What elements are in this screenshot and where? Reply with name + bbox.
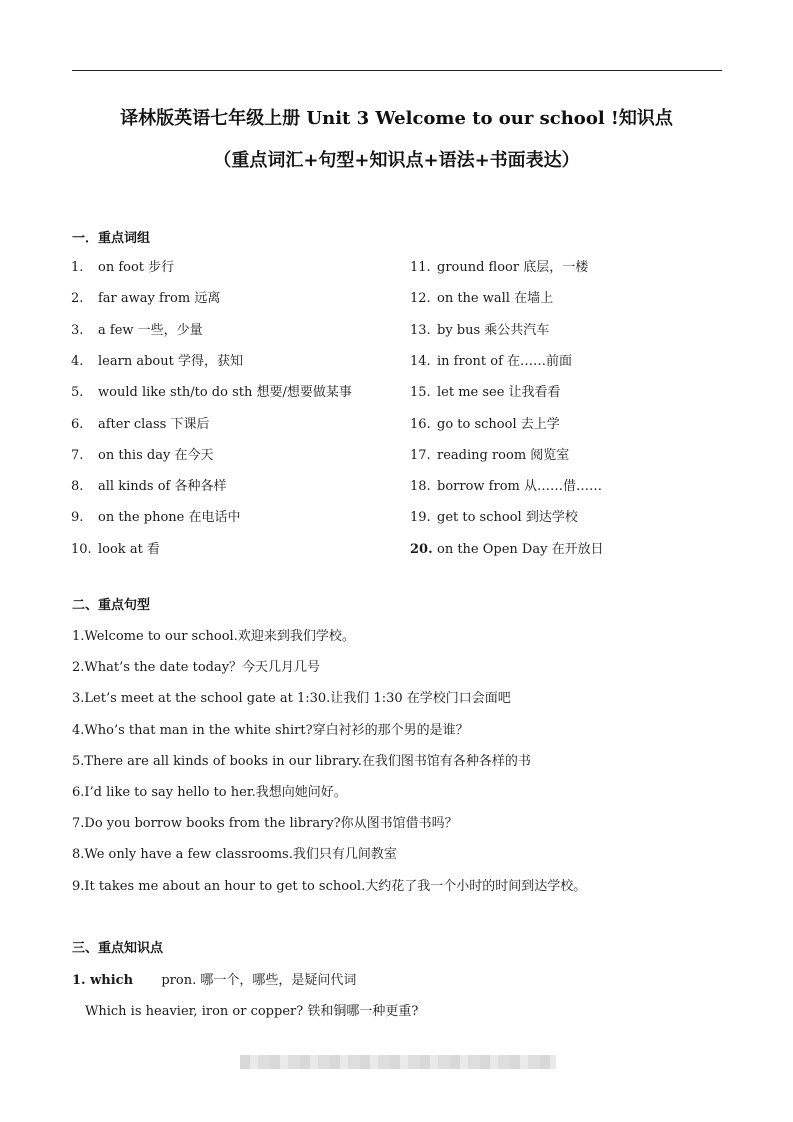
vocab-item: [410, 258, 740, 278]
vocab-number: 3.: [71, 323, 84, 338]
sentence-item: 4.Who’s that man in the white shirt?穿白衬衫的那个男的是谁？: [72, 723, 469, 738]
section3-heading: 三、重点知识点: [72, 941, 164, 956]
vocab-text: go to school 去上学: [437, 417, 560, 432]
sentence-item: 7.Do you borrow books from the library?你从图书馆借书吗？: [72, 816, 458, 831]
vocab-number: 14.: [410, 354, 431, 369]
section1-heading: 一．重点词组: [72, 231, 151, 246]
vocab-number: 5.: [71, 385, 84, 400]
vocab-item: [410, 321, 740, 341]
vocab-number: 2.: [71, 291, 84, 306]
sentence-item: 3.Let’s meet at the school gate at 1:30.让我们 1:30 在学校门口会面吧: [72, 691, 511, 706]
vocab-number: 11.: [410, 260, 431, 275]
vocab-text: on the phone 在电话中: [98, 510, 241, 525]
vocab-item: [410, 289, 740, 309]
vocab-number: 7.: [71, 448, 84, 463]
vocab-number: 20.: [410, 542, 433, 557]
vocab-text: reading room 阅览室: [437, 448, 570, 463]
vocab-number: 1.: [71, 260, 84, 275]
vocab-text: would like sth/to do sth 想要/想要做某事: [98, 385, 352, 400]
vocab-text: borrow from 从……借……: [437, 479, 602, 494]
page-subtitle: （重点词汇+句型+知识点+语法+书面表达）: [213, 150, 580, 171]
vocab-item: [71, 321, 401, 341]
sentence-item: 1.Welcome to our school.欢迎来到我们学校。: [72, 629, 355, 644]
vocab-text: after class 下课后: [98, 417, 210, 432]
top-rule: [72, 70, 722, 71]
vocab-number: 13.: [410, 323, 431, 338]
vocab-number: 8.: [71, 479, 84, 494]
vocab-text: by bus 乘公共汽车: [437, 323, 550, 338]
vocab-number: 9.: [71, 510, 84, 525]
vocab-number: 18.: [410, 479, 431, 494]
vocab-text: on foot 步行: [98, 260, 175, 275]
sentence-item: 2.What’s the date today？今天几月几号: [72, 660, 321, 675]
footer-watermark: [240, 1055, 556, 1069]
vocab-text: on the wall 在墙上: [437, 291, 554, 306]
vocab-number: 4.: [71, 354, 84, 369]
vocab-item: [71, 289, 401, 309]
vocab-item: [410, 446, 740, 466]
vocab-item: [71, 415, 401, 435]
vocab-item: [71, 540, 401, 560]
kp-word: 1. which: [72, 973, 134, 988]
vocab-text: let me see 让我看看: [437, 385, 561, 400]
knowledge-point-1: [72, 969, 356, 988]
sentence-item: 5.There are all kinds of books in our library.在我们图书馆有各种各样的书: [72, 754, 531, 769]
kp-definition: pron. 哪一个，哪些，是疑问代词: [161, 973, 357, 988]
vocab-item: [71, 508, 401, 528]
vocab-item: [71, 446, 401, 466]
vocab-number: 15.: [410, 385, 431, 400]
vocab-item: [71, 352, 401, 372]
vocab-number: 10.: [71, 542, 92, 557]
kp-example: Which is heavier, iron or copper? 铁和铜哪一种更重?: [85, 1004, 419, 1019]
vocab-text: a few 一些，少量: [98, 323, 203, 338]
vocab-text: look at 看: [98, 542, 160, 557]
page-title: 译林版英语七年级上册 Unit 3 Welcome to our school !知识点: [120, 108, 673, 129]
vocab-text: on this day 在今天: [98, 448, 214, 463]
vocab-text: far away from 远离: [98, 291, 221, 306]
vocab-text: get to school 到达学校: [437, 510, 578, 525]
vocab-item: [71, 477, 401, 497]
vocab-number: 12.: [410, 291, 431, 306]
vocab-number: 6.: [71, 417, 84, 432]
vocab-text: all kinds of 各种各样: [98, 479, 227, 494]
sentence-item: 9.It takes me about an hour to get to school.大约花了我一个小时的时间到达学校。: [72, 879, 587, 894]
vocab-item: [410, 383, 740, 403]
section2-heading: 二、重点句型: [72, 598, 151, 613]
vocab-text: on the Open Day 在开放日: [437, 542, 604, 557]
sentence-item: 6.I’d like to say hello to her.我想向她问好。: [72, 785, 347, 800]
vocab-number: 19.: [410, 510, 431, 525]
vocab-number: 17.: [410, 448, 431, 463]
vocab-text: in front of 在……前面: [437, 354, 573, 369]
vocab-item: [410, 508, 740, 528]
sentence-item: 8.We only have a few classrooms.我们只有几间教室: [72, 847, 397, 862]
vocab-text: learn about 学得，获知: [98, 354, 243, 369]
vocab-text: ground floor 底层，一楼: [437, 260, 589, 275]
vocab-item: [71, 383, 401, 403]
vocab-item: [71, 258, 401, 278]
vocab-item: [410, 477, 740, 497]
vocab-item: [410, 352, 740, 372]
vocab-item: [410, 415, 740, 435]
vocab-number: 16.: [410, 417, 431, 432]
vocab-item: [410, 540, 740, 560]
